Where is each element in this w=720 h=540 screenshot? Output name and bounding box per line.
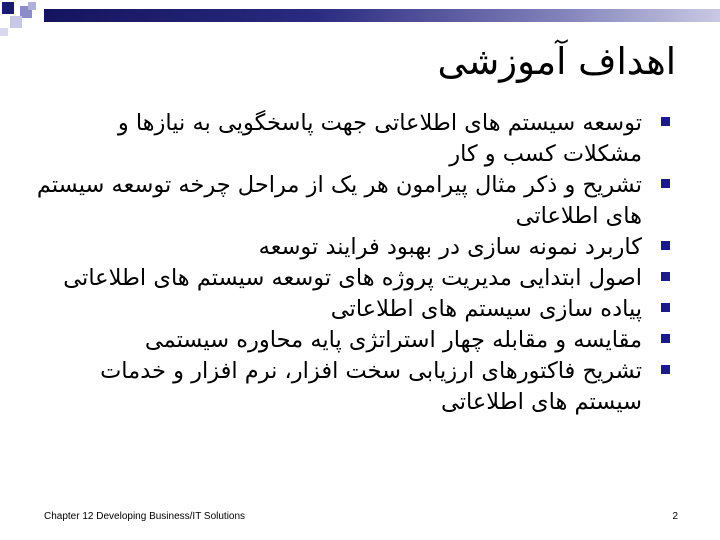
bullet-text: مقایسه و مقابله چهار استراتژی پایه محاوره سیستمی (144, 327, 642, 353)
square-bullet-icon (661, 303, 670, 312)
square-bullet-icon (661, 117, 670, 126)
square-bullet-icon (661, 179, 670, 188)
bullet-text: پیاده سازی سیستم های اطلاعاتی (330, 296, 642, 322)
bullet-text: اصول ابتدایی مدیریت پروژه های توسعه سیستم های اطلاعاتی (63, 265, 642, 291)
square-bullet-icon (661, 241, 670, 250)
bullet-item (36, 108, 676, 170)
bullet-item (36, 263, 676, 294)
bullet-text: کاربرد نمونه سازی در بهبود فرایند توسعه (258, 234, 642, 260)
bullet-item (36, 170, 676, 232)
bullet-item (36, 232, 676, 263)
square-bullet-icon (661, 365, 670, 374)
bullet-text: تشریح و ذکر مثال پیرامون هر یک از مراحل چرخه توسعه سیستم های اطلاعاتی (36, 172, 642, 229)
bullet-item (36, 294, 676, 325)
square-bullet-icon (661, 272, 670, 281)
square-bullet-icon (661, 334, 670, 343)
bullet-list (36, 108, 676, 418)
header-bar (44, 9, 720, 22)
page-number: 2 (672, 511, 678, 522)
bullet-item (36, 325, 676, 356)
bullet-text: توسعه سیستم های اطلاعاتی جهت پاسخگویی به نیازها و مشکلات کسب و کار (117, 110, 642, 167)
footer-chapter: Chapter 12 Developing Business/IT Solutions (44, 511, 246, 522)
bullet-text: تشریح فاکتورهای ارزیابی سخت افزار، نرم افزار و خدمات سیستم های اطلاعاتی (100, 358, 642, 415)
bullet-item (36, 356, 676, 418)
slide-title: اهداف آموزشی (437, 40, 676, 83)
